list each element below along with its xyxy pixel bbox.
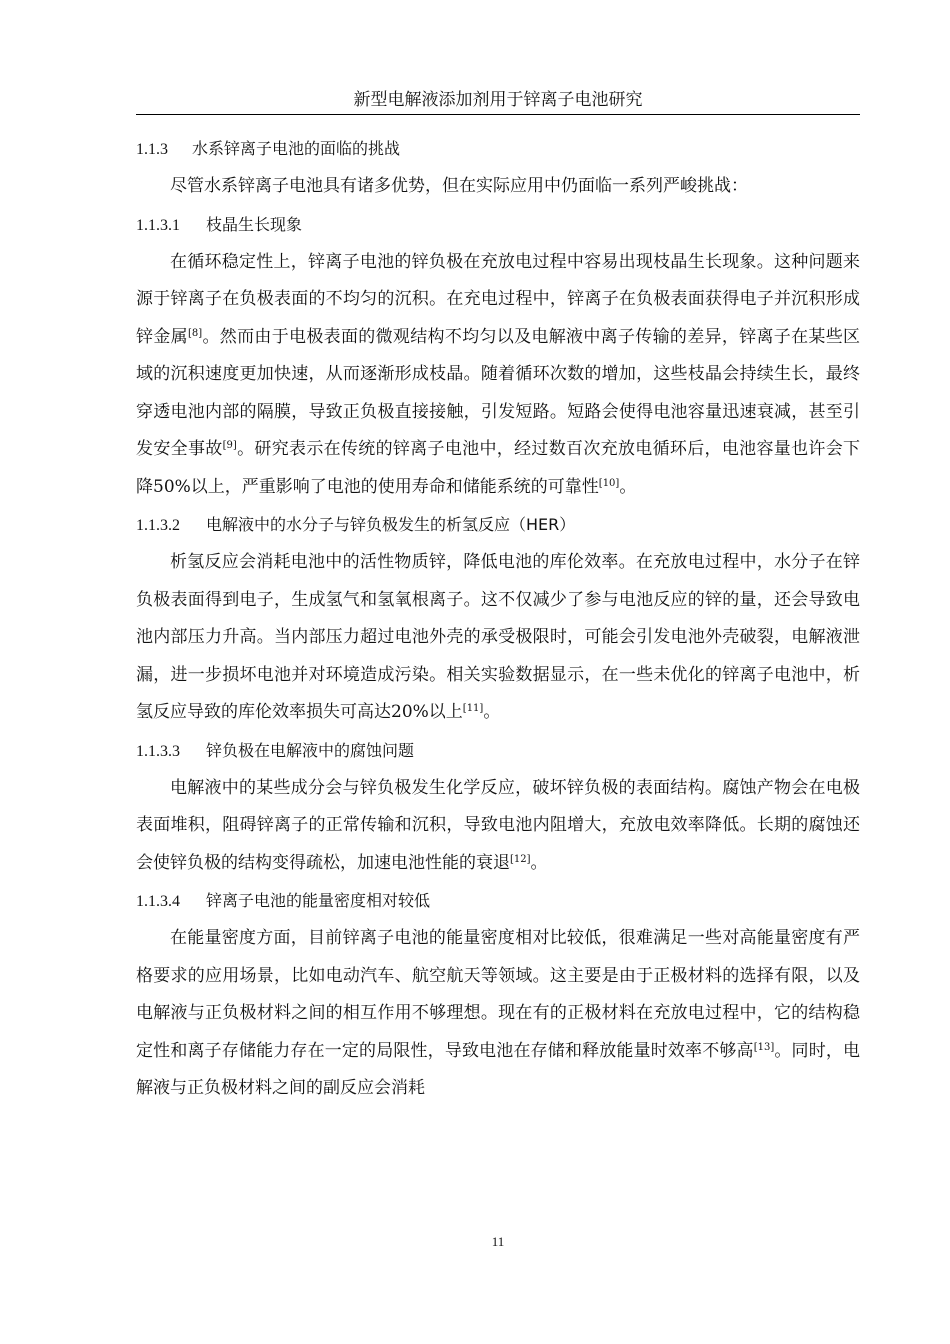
citation: [8] <box>187 327 203 339</box>
section-title: 锌离子电池的能量密度相对较低 <box>206 891 431 910</box>
text-run: 。 <box>619 476 637 497</box>
text-run: 电解液中的某些成分会与锌负极发生化学反应，破坏锌负极的表面结构。腐蚀产物会在电极表面堆积，阻碍锌离子的正常传输和沉积，导致电池内阻增大，充放电效率降低。长期的腐蚀还会使锌负极的结构变得疏松，加速电池性能的衰退 <box>136 777 860 873</box>
section-heading-1-1-3-3 <box>136 732 860 770</box>
page-number: 11 <box>491 1234 505 1249</box>
text-run: 在能量密度方面，目前锌离子电池的能量密度相对比较低，很难满足一些对高能量密度有严格要求的应用场景，比如电动汽车、航空航天等领域。这主要是由于正极材料的选择有限，以及电解液与正负极材料之间的相互作用不够理想。现在有的正极材料在充放电过程中，它的结构稳定性和离子存储能力存在一定的局限性，导致电池在存储和释放能量时效率不够高 <box>136 928 860 1061</box>
section-title: 枝晶生长现象 <box>206 214 303 234</box>
text-run: 。同时，电解液与正负极材料之间的副反应会消耗 <box>136 1040 861 1098</box>
text-run: 。 <box>530 852 548 873</box>
section-number: 1.1.3.1 <box>136 216 180 234</box>
section-title: 水系锌离子电池的面临的挑战 <box>192 139 401 158</box>
section-number: 1.1.3 <box>136 141 168 158</box>
section-number: 1.1.3.2 <box>136 517 180 534</box>
text-run: 。 <box>483 702 501 722</box>
header-rule <box>136 114 860 115</box>
paragraph-energy-density <box>136 920 860 1108</box>
citation: [9] <box>222 440 237 451</box>
section-title: 锌负极在电解液中的腐蚀问题 <box>206 740 415 760</box>
section-heading-1-1-3-2 <box>136 506 860 544</box>
paragraph-dendrite <box>136 244 860 507</box>
paragraph-her <box>136 544 860 732</box>
section-title: 电解液中的水分子与锌负极发生的析氢反应（HER） <box>206 515 576 534</box>
running-header: 新型电解液添加剂用于锌离子电池研究 <box>353 90 643 110</box>
text-run: 。研究表示在传统的锌离子电池中，经过数百次充放电循环后，电池容量也许会下降50%以上，严重影响了电池的使用寿命和储能系统的可靠性 <box>136 439 861 497</box>
text-run: 在循环稳定性上，锌离子电池的锌负极在充放电过程中容易出现枝晶生长现象。这种问题来源于锌离子在负极表面的不均匀的沉积。在充电过程中，锌离子在负极表面获得电子并沉积形成锌金属 <box>136 251 860 347</box>
citation: [10] <box>598 477 620 489</box>
citation: [13] <box>753 1041 775 1053</box>
page-body <box>136 130 860 1108</box>
section-heading-1-1-3-1 <box>136 206 860 244</box>
citation: [12] <box>510 853 531 865</box>
citation: [11] <box>462 703 484 714</box>
section-number: 1.1.3.4 <box>136 893 180 910</box>
intro-paragraph: 尽管水系锌离子电池具有诸多优势，但在实际应用中仍面临一系列严峻挑战： <box>170 176 748 196</box>
section-number: 1.1.3.3 <box>136 742 180 760</box>
text-run: 。然而由于电极表面的微观结构不均匀以及电解液中离子传输的差异，锌离子在某些区域的沉积速度更加快速，从而逐渐形成枝晶。随着循环次数的增加，这些枝晶会持续生长，最终穿透电池内部的隔膜，导致正负极直接接触，引发短路。短路会使得电池容量迅速衰减，甚至引发安全事故 <box>136 326 861 459</box>
text-run: 析氢反应会消耗电池中的活性物质锌，降低电池的库伦效率。在充放电过程中，水分子在锌负极表面得到电子，生成氢气和氢氧根离子。这不仅减少了参与电池反应的锌的量，还会导致电池内部压力升高。当内部压力超过电池外壳的承受极限时，可能会引发电池外壳破裂，电解液泄漏，进一步损坏电池并对环境造成污染。相关实验数据显示，在一些未优化的锌离子电池中，析氢反应导致的库伦效率损失可高达20%以上 <box>136 552 860 722</box>
section-heading-1-1-3-4 <box>136 882 860 920</box>
section-heading-1-1-3 <box>136 130 860 168</box>
paragraph-corrosion <box>136 770 860 883</box>
